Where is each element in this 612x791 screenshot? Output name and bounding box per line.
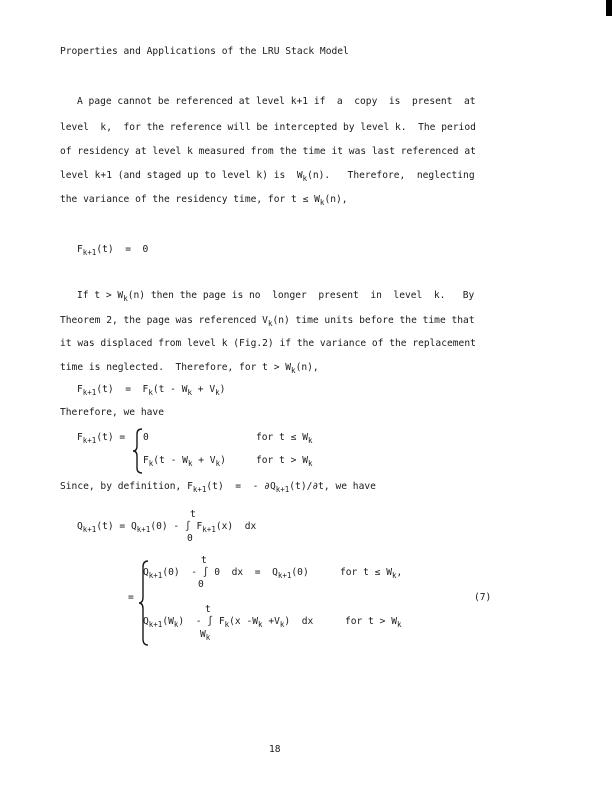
piecewise-q-case-1: $Q_{k+1}(0)$ - ∫ 0 dx = $Q_{k+1}(0)$ (143, 567, 309, 580)
piecewise-f-case-2-value: $F_k(t - W_k + V_k)$ (143, 455, 226, 468)
piecewise-q-case-2: $Q_{k+1}(W_k)$ - ∫ $F_k(x$ $-W_k +V_k$) dx (143, 616, 314, 629)
integral-upper-limit: t (190, 509, 196, 520)
piecewise-q-case-2-condition: for $t > W_k$ (345, 616, 402, 629)
paragraph-2-line-1: If $t > W_k(n)$ then the page is no longer present in level k. By (77, 290, 475, 303)
case-2-integral-lower: $W_k$ (200, 629, 211, 642)
piecewise-f-case-1-condition: for $t \le W_k$ (256, 432, 313, 445)
paragraph-2-line-2: Theorem 2, the page was referenced $V_k(n)$ time units before the time that (60, 315, 475, 328)
piecewise-q-equals: = (128, 592, 134, 603)
piecewise-f-case-2-condition: for $t > W_k$ (256, 455, 313, 468)
running-header: Properties and Applications of the LRU Stack Model (60, 46, 349, 57)
paragraph-1-line-5: the variance of the residency time, for $t \le W_k(n)$, (60, 194, 348, 207)
paragraph-1-line-1: A page cannot be referenced at level k+1 if a copy is present at (77, 96, 476, 107)
piecewise-f-case-1-value: 0 (143, 432, 149, 443)
piecewise-q-case-1-condition: for $t \le W_k$, (340, 567, 403, 580)
therefore-line: Therefore, we have (60, 407, 164, 418)
paragraph-2-line-4: time is neglected. Therefore, for $t > W_k(n)$, (60, 362, 319, 375)
page-number: 18 (269, 744, 281, 755)
paragraph-1-line-2: level k, for the reference will be intercepted by level k. The period (60, 122, 476, 133)
paragraph-1-line-3: of residency at level k measured from the time it was last referenced at (60, 146, 476, 157)
case-1-integral-upper: t (201, 555, 207, 566)
equation-f-zero: $F_{k+1}(t) = 0$ (77, 244, 149, 257)
paragraph-2-line-3: it was displaced from level k (Fig.2) if the variance of the replacement (60, 338, 476, 349)
piecewise-f-lhs: $F_{k+1}(t)$ = (77, 432, 126, 445)
equation-f-shift: $F_{k+1}(t) = F_k(t - W_k + V_k)$ (77, 384, 226, 397)
scan-corner-mark (606, 0, 612, 16)
since-line: Since, by definition, $F_{k+1}(t)$ = - $\partial Q_{k+1}(t)/\partial t$, we have (60, 481, 376, 494)
equation-number: (7) (474, 592, 492, 603)
integral-lower-limit: 0 (187, 533, 193, 544)
equation-q: $Q_{k+1}(t) = Q_{k+1}(0)$ - ∫ $F_{k+1}(x)$ dx (77, 521, 257, 534)
case-1-integral-lower: 0 (198, 579, 204, 590)
paragraph-1-line-4: level k+1 (and staged up to level k) is $W_k(n)$. Therefore, neglecting (60, 170, 475, 183)
case-2-integral-upper: t (205, 604, 211, 615)
